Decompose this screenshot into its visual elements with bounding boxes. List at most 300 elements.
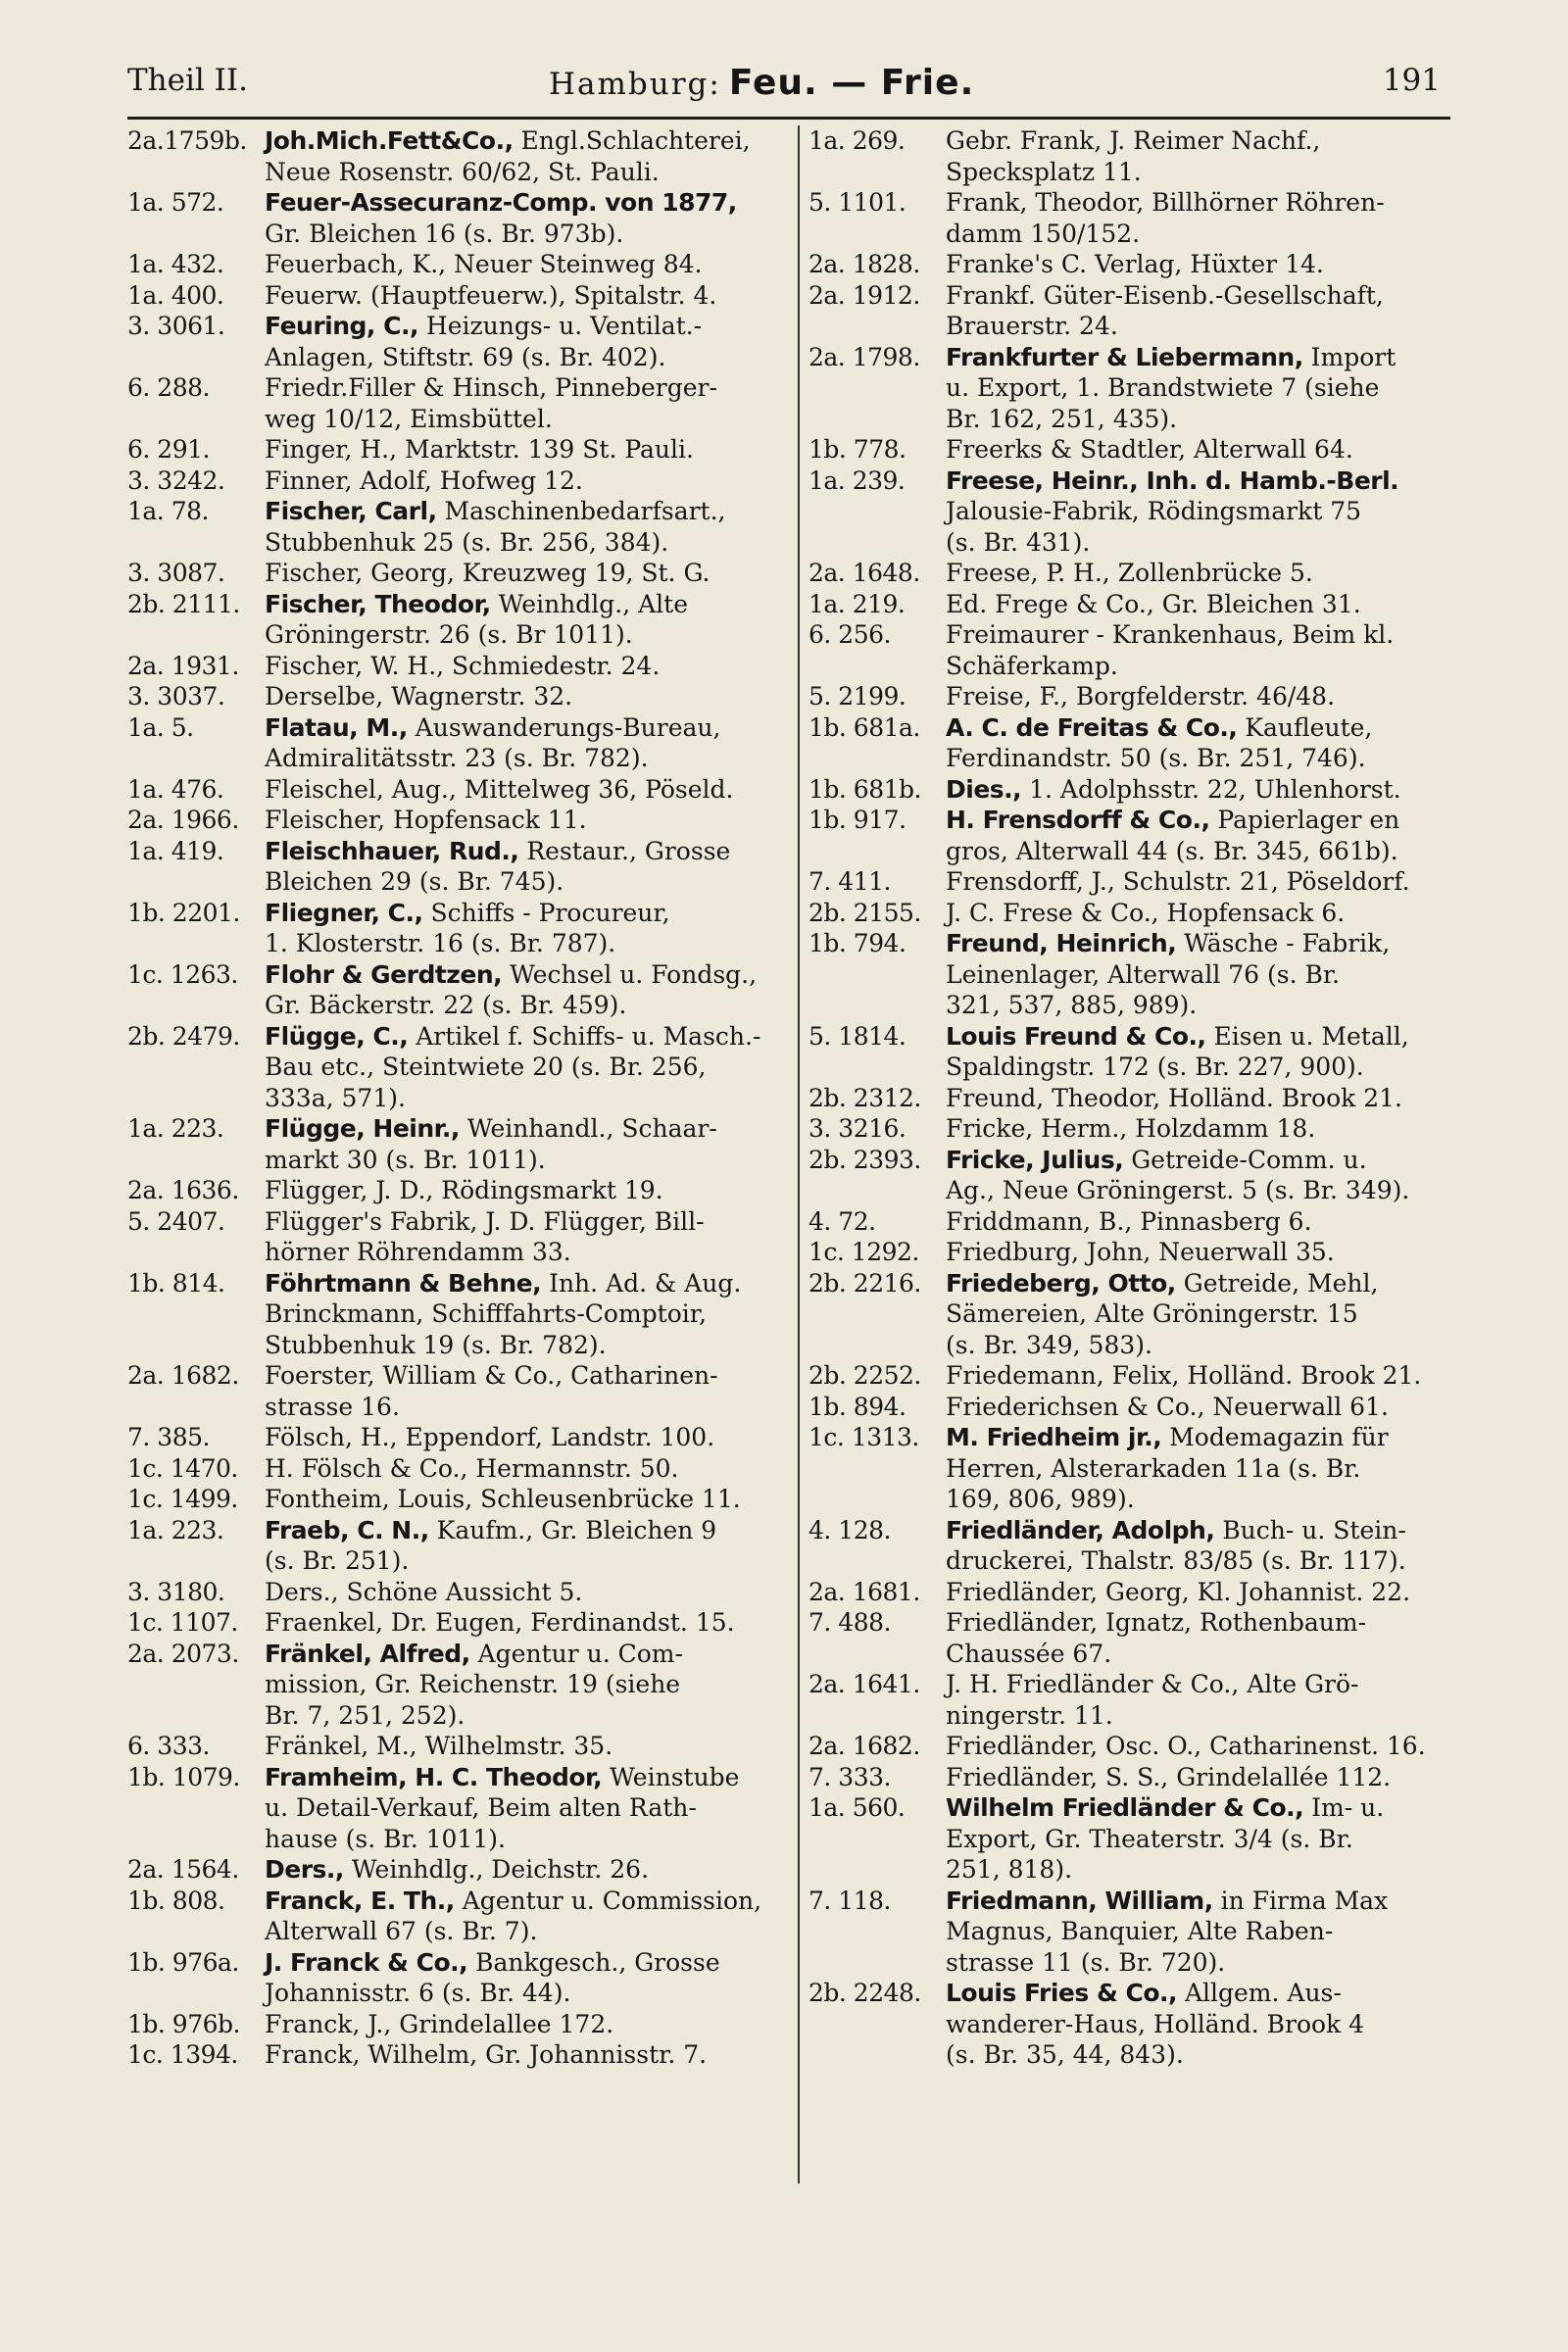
- entry-text: Fleischer, Hopfensack 11.: [265, 806, 587, 834]
- directory-entry: [127, 187, 779, 249]
- directory-entry: [127, 558, 779, 589]
- directory-entry: [808, 1515, 1446, 1577]
- directory-entry: [808, 898, 1446, 929]
- entry-reference: 2a. 1648.: [808, 559, 920, 587]
- entry-body: [946, 1237, 1446, 1268]
- header-rule: [127, 117, 1450, 120]
- entry-body: [946, 1515, 1446, 1577]
- entry-text: Freerks & Stadtler, Alterwall 64.: [946, 435, 1353, 464]
- entry-text: Jalousie-Fabrik, Rödingsmarkt 75 (s. Br. 431).: [946, 497, 1362, 557]
- entry-firm-name: Feuring, C.,: [265, 312, 418, 340]
- directory-entry: [127, 959, 779, 1021]
- entry-reference: 5. 1101.: [808, 188, 906, 217]
- entry-reference: 3. 3061.: [127, 312, 225, 340]
- entry-body: [946, 558, 1446, 589]
- entry-text: Engl.Schlachterei, Neue Rosenstr. 60/62, St. Pauli.: [265, 126, 751, 186]
- left-column: [127, 125, 779, 2071]
- entry-firm-name: Feuer-Assecuranz-Comp. von 1877,: [265, 188, 737, 217]
- entry-reference: 1b. 2201.: [127, 898, 240, 927]
- entry-body: [946, 1268, 1446, 1361]
- entry-firm-name: Fischer, Theodor,: [265, 589, 491, 618]
- entry-text: Friedländer, S. S., Grindelallée 112.: [946, 1762, 1392, 1791]
- entry-reference: 1c. 1313.: [808, 1423, 919, 1451]
- entry-body: [946, 1577, 1446, 1608]
- entry-body: [265, 589, 779, 651]
- column-divider: [798, 125, 800, 2183]
- entry-firm-name: Ders.,: [265, 1855, 344, 1884]
- entry-text: Flügger, J. D., Rödingsmarkt 19.: [265, 1176, 663, 1204]
- entry-body: [946, 1731, 1446, 1762]
- entry-body: [265, 1360, 779, 1422]
- entry-text: Feuerbach, K., Neuer Steinweg 84.: [265, 250, 703, 278]
- entry-text: Freund, Theodor, Holländ. Brook 21.: [946, 1083, 1402, 1112]
- directory-entry: [808, 558, 1446, 589]
- entry-text: Kaufleute, Ferdinandstr. 50 (s. Br. 251, 746).: [946, 712, 1373, 772]
- entry-firm-name: Framheim, H. C. Theodor,: [265, 1762, 603, 1791]
- entry-firm-name: Flohr & Gerdtzen,: [265, 959, 503, 989]
- entry-text: Friederichsen & Co., Neuerwall 61.: [946, 1392, 1389, 1421]
- entry-reference: 1b. 681b.: [808, 774, 921, 804]
- entry-text: Freimaurer - Krankenhaus, Beim kl. Schäferkamp.: [946, 620, 1395, 680]
- directory-entry: [127, 1268, 779, 1361]
- directory-entry: [808, 1021, 1446, 1083]
- entry-body: [946, 187, 1446, 249]
- entry-text: Eisen u. Metall, Spaldingstr. 172 (s. Br. 227, 900).: [946, 1021, 1409, 1081]
- entry-text: Freese, P. H., Zollenbrücke 5.: [946, 559, 1313, 587]
- entry-body: [946, 1145, 1446, 1206]
- entry-body: [946, 1206, 1446, 1238]
- entry-firm-name: Flatau, M.,: [265, 712, 408, 742]
- entry-reference: 2a. 1828.: [808, 250, 920, 278]
- entry-body: [265, 805, 779, 836]
- entry-reference: 2b. 2252.: [808, 1361, 921, 1390]
- entry-firm-name: Dies.,: [946, 774, 1022, 804]
- directory-entry: [127, 1762, 779, 1855]
- directory-entry: [127, 1731, 779, 1762]
- entry-reference: 3. 3216.: [808, 1114, 906, 1143]
- directory-entry: [808, 1392, 1446, 1423]
- entry-body: [265, 1021, 779, 1114]
- entry-reference: 1c. 1107.: [127, 1608, 238, 1637]
- section-heading: [549, 63, 974, 103]
- entry-text: Friedemann, Felix, Holländ. Brook 21.: [946, 1361, 1422, 1390]
- entry-text: Frank, Theodor, Billhörner Röhren- damm 150/152.: [946, 188, 1385, 248]
- entry-text: Feuerw. (Hauptfeuerw.), Spitalstr. 4.: [265, 280, 717, 310]
- entry-reference: 2a. 1641.: [808, 1670, 920, 1698]
- entry-reference: 1c. 1499.: [127, 1485, 238, 1513]
- entry-reference: 1a. 269.: [808, 126, 906, 155]
- entry-reference: 2a. 1681.: [808, 1577, 920, 1606]
- directory-entry: [808, 280, 1446, 342]
- entry-text: Fraenkel, Dr. Eugen, Ferdinandst. 15.: [265, 1608, 735, 1637]
- entry-body: [265, 372, 779, 434]
- entry-text: Ders., Schöne Aussicht 5.: [265, 1577, 583, 1606]
- entry-body: [265, 1577, 779, 1608]
- entry-body: [265, 466, 779, 497]
- directory-entry: [808, 434, 1446, 466]
- entry-body: [946, 866, 1446, 898]
- entry-text: Papierlager en gros, Alterwall 44 (s. Br. 345, 661b).: [946, 806, 1400, 865]
- entry-text: Friedburg, John, Neuerwall 35.: [946, 1238, 1335, 1266]
- entry-body: [265, 187, 779, 249]
- entry-reference: 1a. 223.: [127, 1114, 224, 1143]
- entry-reference: 5. 2199.: [808, 682, 906, 710]
- entry-body: [265, 836, 779, 898]
- entry-body: [946, 1669, 1446, 1731]
- entry-text: Fischer, Georg, Kreuzweg 19, St. G.: [265, 559, 710, 587]
- entry-body: [265, 1484, 779, 1515]
- part-label: Theil II.: [127, 63, 249, 98]
- entry-text: Fölsch, H., Eppendorf, Landstr. 100.: [265, 1423, 715, 1451]
- entry-reference: 1a. 432.: [127, 250, 224, 278]
- entry-firm-name: Louis Freund & Co.,: [946, 1021, 1206, 1051]
- entry-reference: 1a. 419.: [127, 836, 224, 865]
- entry-reference: 2a. 1966.: [127, 806, 239, 834]
- entry-text: Auswanderungs-Bureau, Admiralitätsstr. 23 (s. Br. 782).: [265, 712, 721, 772]
- entry-text: Ed. Frege & Co., Gr. Bleichen 31.: [946, 589, 1361, 618]
- directory-entry: [808, 1422, 1446, 1515]
- entry-text: Agentur u. Com- mission, Gr. Reichenstr. 19 (siehe Br. 7, 251, 252).: [265, 1639, 683, 1730]
- entry-reference: 2b. 2155.: [808, 898, 921, 927]
- entry-reference: 1b. 976a.: [127, 1947, 239, 1977]
- entry-reference: 1a. 5.: [127, 712, 194, 742]
- entry-reference: 1a. 572.: [127, 188, 224, 217]
- directory-entry: [808, 1731, 1446, 1762]
- entry-text: Frankf. Güter-Eisenb.-Gesellschaft, Brauerstr. 24.: [946, 280, 1384, 340]
- directory-entry: [127, 1854, 779, 1886]
- entry-text: Friedländer, Osc. O., Catharinenst. 16.: [946, 1732, 1426, 1760]
- entry-body: [946, 805, 1446, 866]
- entry-reference: 1a. 219.: [808, 589, 906, 618]
- entry-text: Franck, J., Grindelallee 172.: [265, 2009, 614, 2038]
- entry-body: [946, 589, 1446, 620]
- entry-body: [265, 2009, 779, 2040]
- entry-reference: 1a. 239.: [808, 466, 906, 495]
- entry-text: Friedländer, Georg, Kl. Johannist. 22.: [946, 1577, 1411, 1606]
- directory-entry: [127, 1607, 779, 1639]
- directory-entry: [808, 1237, 1446, 1268]
- entry-reference: 1a. 476.: [127, 774, 224, 804]
- entry-reference: 2a. 2073.: [127, 1639, 239, 1668]
- entry-text: Finger, H., Marktstr. 139 St. Pauli.: [265, 435, 694, 464]
- entry-body: [265, 434, 779, 466]
- entry-body: [265, 249, 779, 280]
- entry-text: Freise, F., Borgfelderstr. 46/48.: [946, 682, 1336, 710]
- directory-entry: [808, 589, 1446, 620]
- entry-body: [946, 1607, 1446, 1669]
- entry-text: Restaur., Grosse Bleichen 29 (s. Br. 745).: [265, 836, 731, 896]
- entry-reference: 2a. 1682.: [127, 1361, 239, 1390]
- directory-entry: [808, 1792, 1446, 1886]
- entry-text: Friedländer, Ignatz, Rothenbaum- Chaussée 67.: [946, 1608, 1367, 1668]
- entry-body: [946, 712, 1446, 774]
- directory-entry: [127, 1360, 779, 1422]
- directory-entry: [808, 187, 1446, 249]
- directory-entry: [127, 2009, 779, 2040]
- entry-firm-name: Friedeberg, Otto,: [946, 1268, 1176, 1298]
- entry-body: [946, 249, 1446, 280]
- entry-text: J. H. Friedländer & Co., Alte Grö- ningerstr. 11.: [946, 1670, 1359, 1730]
- directory-entry: [808, 1978, 1446, 2071]
- directory-entry: [808, 1268, 1446, 1361]
- entry-body: [946, 1422, 1446, 1515]
- directory-entry: [127, 1453, 779, 1485]
- entry-text: Weinstube u. Detail-Verkauf, Beim alten Rath- hause (s. Br. 1011).: [265, 1762, 740, 1853]
- directory-entry: [127, 280, 779, 312]
- entry-body: [265, 1453, 779, 1485]
- entry-text: Kaufm., Gr. Bleichen 9 (s. Br. 251).: [265, 1515, 717, 1575]
- directory-entry: [808, 619, 1446, 681]
- entry-body: [946, 280, 1446, 342]
- directory-entry: [127, 774, 779, 806]
- entry-reference: 2b. 2111.: [127, 589, 240, 618]
- entry-reference: 6. 333.: [127, 1732, 210, 1760]
- directory-entry: [127, 2039, 779, 2071]
- entry-body: [265, 311, 779, 372]
- directory-entry: [127, 496, 779, 558]
- entry-reference: 1b. 976b.: [127, 2009, 240, 2038]
- entry-text: Heizungs- u. Ventilat.- Anlagen, Stiftstr. 69 (s. Br. 402).: [265, 312, 703, 371]
- entry-body: [946, 1978, 1446, 2071]
- entry-body: [265, 2039, 779, 2071]
- directory-entry: [808, 1886, 1446, 1979]
- entry-firm-name: Freund, Heinrich,: [946, 929, 1177, 957]
- directory-entry: [127, 434, 779, 466]
- page-number: 191: [1382, 63, 1441, 98]
- entry-reference: 1b. 1079.: [127, 1762, 240, 1791]
- entry-text: in Firma Max Magnus, Banquier, Alte Raben- strasse 11 (s. Br. 720).: [946, 1886, 1389, 1977]
- entry-reference: 7. 118.: [808, 1886, 891, 1915]
- entry-firm-name: Fliegner, C.,: [265, 898, 423, 927]
- directory-entry: [127, 1639, 779, 1732]
- entry-text: Friddmann, B., Pinnasberg 6.: [946, 1206, 1312, 1236]
- entry-body: [265, 1639, 779, 1732]
- entry-text: Franck, Wilhelm, Gr. Johannisstr. 7.: [265, 2040, 708, 2069]
- entry-body: [946, 1360, 1446, 1392]
- entry-firm-name: Freese, Heinr., Inh. d. Hamb.-Berl.: [946, 466, 1399, 495]
- entry-firm-name: Joh.Mich.Fett&Co.,: [265, 126, 514, 155]
- directory-entry: [127, 311, 779, 372]
- entry-firm-name: Fischer, Carl,: [265, 497, 437, 525]
- entry-reference: 6. 288.: [127, 373, 210, 402]
- directory-entry: [808, 1577, 1446, 1608]
- entry-text: Derselbe, Wagnerstr. 32.: [265, 682, 573, 710]
- directory-entry: [127, 1113, 779, 1175]
- entry-firm-name: Fränkel, Alfred,: [265, 1639, 470, 1668]
- entry-reference: 7. 385.: [127, 1423, 210, 1451]
- directory-entry: [808, 1607, 1446, 1669]
- entry-text: Frensdorff, J., Schulstr. 21, Pöseldorf.: [946, 867, 1410, 896]
- entry-reference: 1b. 917.: [808, 806, 906, 834]
- entry-reference: 1b. 794.: [808, 929, 906, 957]
- entry-firm-name: H. Frensdorff & Co.,: [946, 806, 1210, 834]
- entry-body: [265, 959, 779, 1021]
- entry-text: Gebr. Frank, J. Reimer Nachf., Specksplatz 11.: [946, 126, 1321, 186]
- entry-body: [265, 1854, 779, 1886]
- entry-reference: 7. 488.: [808, 1608, 891, 1637]
- entry-reference: 3. 3037.: [127, 682, 225, 710]
- directory-entry: [127, 249, 779, 280]
- entry-reference: 1c. 1292.: [808, 1238, 919, 1266]
- entry-reference: 1c. 1263.: [127, 959, 238, 989]
- entry-reference: 2a. 1682.: [808, 1732, 920, 1760]
- entry-body: [946, 1021, 1446, 1083]
- entry-text: Friedr.Filler & Hinsch, Pinneberger- weg 10/12, Eimsbüttel.: [265, 373, 717, 433]
- entry-body: [265, 1762, 779, 1855]
- directory-entry: [808, 681, 1446, 712]
- directory-entry: [127, 1422, 779, 1453]
- entry-firm-name: Fleischhauer, Rud.,: [265, 836, 519, 865]
- entry-body: [946, 1886, 1446, 1979]
- entry-body: [265, 651, 779, 682]
- entry-text: Buch- u. Stein- druckerei, Thalstr. 83/85 (s. Br. 117).: [946, 1515, 1406, 1575]
- entry-text: 1. Adolphsstr. 22, Uhlenhorst.: [1029, 774, 1401, 804]
- directory-entry: [127, 1577, 779, 1608]
- entry-reference: 3. 3180.: [127, 1577, 225, 1606]
- entry-firm-name: Flügge, C.,: [265, 1021, 409, 1051]
- entry-reference: 1a. 78.: [127, 497, 209, 525]
- directory-entry: [127, 805, 779, 836]
- directory-entry: [808, 1669, 1446, 1731]
- entry-body: [946, 1392, 1446, 1423]
- entry-text: Im- u. Export, Gr. Theaterstr. 3/4 (s. Br. 251, 818).: [946, 1793, 1385, 1884]
- entry-firm-name: Frankfurter & Liebermann,: [946, 342, 1303, 371]
- directory-entry: [808, 866, 1446, 898]
- right-column: [808, 125, 1446, 2071]
- entry-reference: 1c. 1470.: [127, 1453, 238, 1483]
- entry-text: H. Fölsch & Co., Hermannstr. 50.: [265, 1453, 679, 1483]
- directory-entry: [808, 125, 1446, 187]
- entry-text: Weinhandl., Schaar- markt 30 (s. Br. 1011).: [265, 1114, 717, 1174]
- entry-body: [265, 496, 779, 558]
- entry-reference: 2b. 2216.: [808, 1268, 921, 1298]
- entry-body: [946, 1792, 1446, 1886]
- entry-text: Fränkel, M., Wilhelmstr. 35.: [265, 1732, 613, 1760]
- directory-entry: [808, 1206, 1446, 1238]
- directory-entry: [127, 372, 779, 434]
- entry-body: [946, 619, 1446, 681]
- entry-text: Gr. Bleichen 16 (s. Br. 973b).: [265, 219, 624, 248]
- entry-body: [265, 1607, 779, 1639]
- entry-body: [946, 125, 1446, 187]
- entry-reference: 1b. 778.: [808, 435, 906, 464]
- entry-text: Foerster, William & Co., Catharinen- strasse 16.: [265, 1361, 718, 1421]
- entry-reference: 1b. 808.: [127, 1886, 225, 1915]
- entry-body: [265, 1113, 779, 1175]
- entry-reference: 2a. 1636.: [127, 1176, 239, 1204]
- directory-entry: [808, 774, 1446, 806]
- entry-body: [265, 1731, 779, 1762]
- entry-reference: 7. 411.: [808, 867, 891, 896]
- entry-reference: 7. 333.: [808, 1762, 891, 1791]
- entry-text: Wäsche - Fabrik, Leinenlager, Alterwall 76 (s. Br. 321, 537, 885, 989).: [946, 929, 1391, 1019]
- entry-firm-name: Föhrtmann & Behne,: [265, 1268, 542, 1298]
- directory-entry: [127, 836, 779, 898]
- entry-text: Bankgesch., Grosse Johannisstr. 6 (s. Br. 44).: [265, 1947, 720, 2007]
- entry-text: Weinhdlg., Alte Gröningerstr. 26 (s. Br 1011).: [265, 589, 689, 649]
- directory-entry: [808, 805, 1446, 866]
- entry-reference: 1a. 223.: [127, 1515, 224, 1544]
- entry-reference: 2b. 2248.: [808, 1979, 921, 2007]
- directory-entry: [808, 712, 1446, 774]
- entry-reference: 5. 2407.: [127, 1206, 225, 1236]
- entry-text: Allgem. Aus- wanderer-Haus, Holländ. Brook 4 (s. Br. 35, 44, 843).: [946, 1979, 1365, 2069]
- entry-body: [265, 280, 779, 312]
- entry-text: Fontheim, Louis, Schleusenbrücke 11.: [265, 1485, 741, 1513]
- entry-text: Import u. Export, 1. Brandstwiete 7 (siehe Br. 162, 251, 435).: [946, 342, 1396, 433]
- entry-reference: 4. 72.: [808, 1206, 876, 1236]
- entry-body: [265, 1947, 779, 2009]
- entry-body: [946, 928, 1446, 1021]
- entry-firm-name: Wilhelm Friedländer & Co.,: [946, 1793, 1304, 1822]
- entry-firm-name: Louis Fries & Co.,: [946, 1979, 1177, 2007]
- entry-text: Artikel f. Schiffs- u. Masch.- Bau etc., Steintwiete 20 (s. Br. 256, 333a, 571).: [265, 1021, 761, 1112]
- entry-body: [946, 434, 1446, 466]
- entry-reference: 4. 128.: [808, 1515, 891, 1544]
- entry-text: Finner, Adolf, Hofweg 12.: [265, 466, 583, 495]
- city-name: Hamburg:: [549, 67, 721, 102]
- entry-reference: 2a.1759b.: [127, 126, 247, 155]
- directory-entry: [808, 1113, 1446, 1145]
- directory-entry: [808, 1360, 1446, 1392]
- entry-reference: 5. 1814.: [808, 1021, 906, 1051]
- entry-body: [265, 1886, 779, 1947]
- entry-reference: 1b. 814.: [127, 1268, 225, 1298]
- entry-reference: 2b. 2312.: [808, 1083, 921, 1112]
- entry-reference: 2a. 1931.: [127, 651, 239, 680]
- entry-text: Fleischel, Aug., Mittelweg 36, Pöseld.: [265, 774, 734, 804]
- directory-entry: [808, 342, 1446, 435]
- entry-reference: 6. 291.: [127, 435, 210, 464]
- entry-firm-name: J. Franck & Co.,: [265, 1947, 468, 1977]
- directory-entry: [127, 1515, 779, 1577]
- directory-entry: [127, 1206, 779, 1268]
- entry-body: [265, 774, 779, 806]
- entry-text: Inh. Ad. & Aug. Brinckmann, Schifffahrts-Comptoir, Stubbenhuk 19 (s. Br. 782).: [265, 1268, 742, 1359]
- directory-entry: [127, 1021, 779, 1114]
- entry-firm-name: Friedmann, William,: [946, 1886, 1213, 1915]
- entry-reference: 1b. 681a.: [808, 712, 920, 742]
- entry-body: [946, 774, 1446, 806]
- entry-body: [946, 342, 1446, 435]
- entry-text: Weinhdlg., Deichstr. 26.: [351, 1855, 650, 1884]
- entry-text: Fischer, W. H., Schmiedestr. 24.: [265, 651, 661, 680]
- entry-text: Schiffs - Procureur, 1. Klosterstr. 16 (s. Br. 787).: [265, 898, 670, 957]
- entry-body: [946, 466, 1446, 559]
- entry-reference: 1a. 400.: [127, 280, 224, 310]
- entry-text: Fricke, Herm., Holzdamm 18.: [946, 1114, 1316, 1143]
- entry-reference: 1a. 560.: [808, 1793, 906, 1822]
- entry-firm-name: Fraeb, C. N.,: [265, 1515, 429, 1544]
- directory-entry: [127, 125, 779, 187]
- directory-entry: [127, 589, 779, 651]
- directory-entry: [127, 712, 779, 774]
- entry-reference: 2a. 1798.: [808, 342, 920, 371]
- entry-reference: 2a. 1564.: [127, 1855, 239, 1884]
- entry-body: [265, 125, 779, 187]
- entry-reference: 1b. 894.: [808, 1392, 906, 1421]
- entry-body: [265, 712, 779, 774]
- directory-entry: [127, 1947, 779, 2009]
- entry-reference: 3. 3087.: [127, 559, 225, 587]
- alphabet-range: Feu. — Frie.: [728, 63, 975, 103]
- entry-body: [946, 1113, 1446, 1145]
- entry-firm-name: Fricke, Julius,: [946, 1145, 1124, 1174]
- directory-entry: [808, 928, 1446, 1021]
- directory-entry: [127, 681, 779, 712]
- entry-text: Agentur u. Commission, Alterwall 67 (s. Br. 7).: [265, 1886, 762, 1945]
- entry-body: [946, 1762, 1446, 1793]
